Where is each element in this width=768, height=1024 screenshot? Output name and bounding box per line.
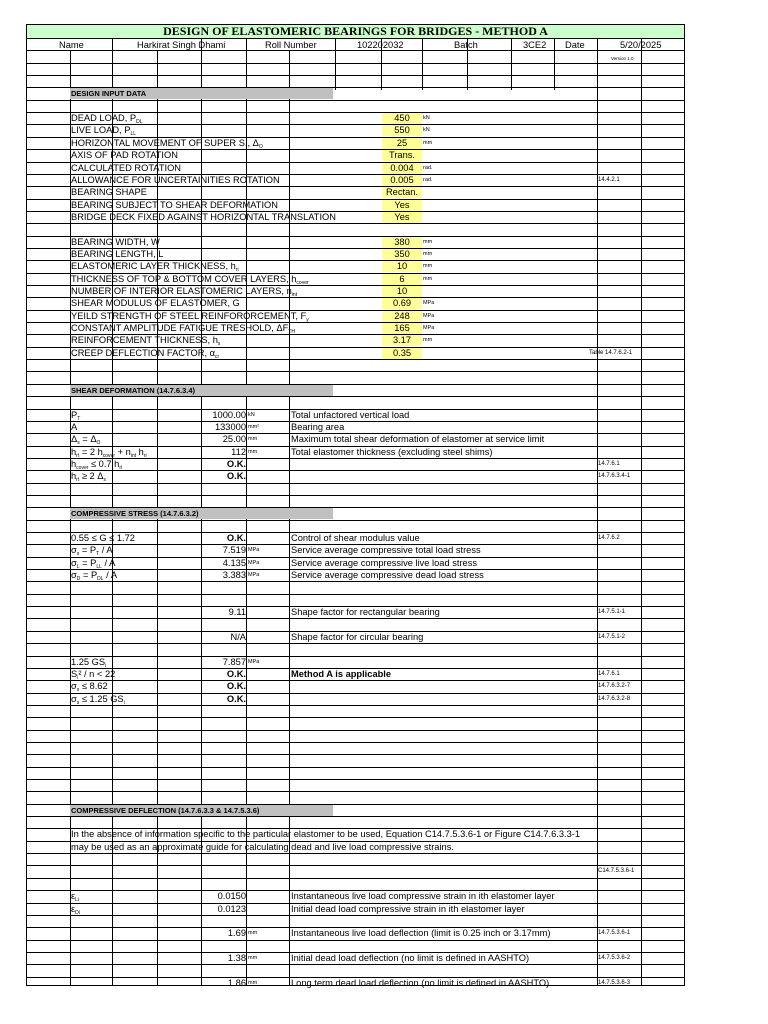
label-text: = P xyxy=(79,545,97,555)
calc-unit: MPa xyxy=(248,547,260,553)
calc-description: Control of shear modulus value xyxy=(291,533,420,543)
calc-value: O.K. xyxy=(226,681,246,691)
label-text: NUMBER OF INTERIOR ELASTOMERIC LAYERS, n xyxy=(71,286,292,296)
row-line xyxy=(27,779,684,780)
shape-factor-circ-value: N/A xyxy=(230,632,246,642)
label-subscript: ri xyxy=(143,453,147,459)
calc-value: 3.383 xyxy=(222,570,246,580)
calc-label xyxy=(71,410,80,421)
row-line xyxy=(27,581,684,582)
input-unit: MPa xyxy=(423,300,435,306)
row-line xyxy=(27,483,684,484)
label-text: P xyxy=(71,410,78,420)
code-reference: 14.7.6.3.2-7 xyxy=(598,683,631,689)
strain-value: 0.0150 xyxy=(217,891,246,901)
date-value: 5/20/2025 xyxy=(620,40,662,50)
label-text: = P xyxy=(79,558,97,568)
calc-description: Total elastomer thickness (excluding steel shims) xyxy=(291,447,493,457)
row-line xyxy=(27,816,684,817)
input-label xyxy=(71,311,309,322)
label-text: AXIS OF PAD ROTATION xyxy=(71,150,178,160)
calc-unit: MPa xyxy=(248,572,260,578)
label-subscript: D xyxy=(76,576,81,582)
label-subscript: Li xyxy=(75,897,80,903)
label-subscript: TH xyxy=(288,329,295,335)
label-text: = 2 h xyxy=(79,447,103,457)
label-text: / A xyxy=(101,558,116,568)
code-reference: 14.7.5.3.6-3 xyxy=(598,980,631,986)
col-line xyxy=(422,50,423,90)
label-subscript: s xyxy=(77,440,80,446)
label-text: = P xyxy=(80,570,98,580)
version-label: Version 1.0 xyxy=(611,56,634,61)
label-subscript: s xyxy=(76,700,80,706)
label-subscript: cover xyxy=(102,453,115,459)
col-line xyxy=(246,38,247,50)
col-line xyxy=(381,38,382,50)
calc-value: 112 xyxy=(231,447,246,457)
label-text: h xyxy=(71,447,77,457)
row-line xyxy=(27,100,684,101)
col-line xyxy=(511,50,512,90)
label-subscript: cr xyxy=(215,354,220,360)
calc-label xyxy=(71,459,122,470)
label-text: SHEAR MODULUS OF ELASTOMER, G xyxy=(71,298,240,308)
code-reference: 14.7.6.1 xyxy=(598,671,620,677)
row-line xyxy=(27,693,684,694)
deflection-value: 1.38 xyxy=(227,953,246,963)
input-value: 380 xyxy=(382,237,422,248)
deflection-description: Initial dead load deflection (no limit is defined in AASHTO) xyxy=(291,953,530,963)
row-line xyxy=(27,75,684,76)
code-reference: 14.4.2.1 xyxy=(598,177,620,183)
col-line xyxy=(381,50,382,90)
input-unit: mm xyxy=(423,337,433,343)
input-unit: mm xyxy=(423,276,433,282)
label-subscript: rt xyxy=(76,477,80,483)
calc-value: O.K. xyxy=(226,694,246,704)
row-line xyxy=(27,50,684,51)
calc-value: 4.135 xyxy=(222,558,246,568)
calc-unit: mm xyxy=(248,449,258,455)
input-value: Rectan. xyxy=(382,187,422,198)
row-line xyxy=(27,791,684,792)
calc-label xyxy=(71,669,115,680)
label-subscript: ri xyxy=(119,465,123,471)
calc-description: Service average compressive live load stress xyxy=(291,558,478,568)
row-line xyxy=(27,359,684,360)
row-line xyxy=(27,680,684,681)
input-unit: mm xyxy=(423,239,433,245)
input-value: 0.69 xyxy=(382,298,422,309)
label-subscript: O xyxy=(258,144,263,150)
row-line xyxy=(27,594,684,595)
deflection-note: In the absence of information specific to the particular elastomer to be used, Equation C14.7.5.3.6-1 or Figure C14.7.6.3.3-1 xyxy=(71,829,581,839)
label-subscript: L xyxy=(76,564,80,570)
input-label xyxy=(71,286,297,297)
calc-description: Method A is applicable xyxy=(291,669,392,679)
label-text: ALLOWANCE FOR UNCERTAINITIES ROTATION xyxy=(71,175,280,185)
calc-value: 133000 xyxy=(214,422,246,432)
label-subscript: Di xyxy=(75,910,80,916)
section-design-input: DESIGN INPUT DATA xyxy=(70,88,333,99)
row-line xyxy=(27,865,684,866)
row-line xyxy=(27,730,684,731)
label-text: BRIDGE DECK FIXED AGAINST HORIZONTAL TRANSLATION xyxy=(71,212,337,222)
calc-label xyxy=(71,657,106,668)
label-text: h xyxy=(136,447,144,457)
code-reference: 14.7.6.3.4-1 xyxy=(598,473,631,479)
code-reference: Table 14.7.6.2-1 xyxy=(589,350,633,356)
shape-factor-circ-description: Shape factor for circular bearing xyxy=(291,632,424,642)
input-label xyxy=(71,335,220,346)
row-line xyxy=(27,915,684,916)
strain-value: 0.0123 xyxy=(217,904,246,914)
deflection-value: 1.86 xyxy=(227,978,246,988)
calc-label xyxy=(71,570,117,581)
deflection-description: Long term dead load deflection (no limit is defined in AASHTO) xyxy=(291,978,550,988)
input-unit: MPa xyxy=(423,313,435,319)
label-text: σ xyxy=(71,558,77,568)
label-text: σ xyxy=(71,545,77,555)
code-reference: 14.7.5.1-2 xyxy=(598,634,626,640)
calc-value: O.K. xyxy=(226,533,246,543)
calc-description: Service average compressive dead load stress xyxy=(291,570,484,580)
input-unit: mm xyxy=(423,251,433,257)
label-text: ELASTOMERIC LAYER THICKNESS, h xyxy=(71,261,236,271)
input-unit: kN xyxy=(423,127,430,133)
input-value: Yes xyxy=(382,212,422,223)
name-label: Name xyxy=(59,40,84,50)
roll-label: Roll Number xyxy=(265,40,317,50)
label-subscript: ri xyxy=(235,267,239,273)
input-value: 0.005 xyxy=(382,175,422,186)
input-label xyxy=(71,323,295,334)
date-label: Date xyxy=(565,40,585,50)
input-label xyxy=(71,163,181,174)
label-text: CREEP DEFLECTION FACTOR, α xyxy=(71,348,215,358)
label-text: σ xyxy=(71,570,77,580)
row-line xyxy=(27,458,684,459)
code-reference: 14.7.6.3.2-8 xyxy=(598,696,631,702)
input-label xyxy=(71,187,147,198)
col-line xyxy=(467,38,468,50)
label-text: 0.55 ≤ G ≤ 1.72 xyxy=(71,533,135,543)
col-line xyxy=(201,38,202,50)
label-subscript: y xyxy=(306,317,309,323)
input-label xyxy=(71,212,336,223)
row-line xyxy=(27,371,684,372)
row-line xyxy=(27,853,684,854)
label-text: REINFORCEMENT THICKNESS, h xyxy=(71,335,218,345)
label-subscript: i xyxy=(77,675,79,681)
label-text: YEILD STRENGTH OF STEEL REINFORORCEMENT, F xyxy=(71,311,307,321)
row-line xyxy=(27,878,684,879)
label-subscript: s xyxy=(217,341,221,347)
input-value: 25 xyxy=(382,138,422,149)
input-value: 6 xyxy=(382,274,422,285)
shape-factor-rect-value: 9.11 xyxy=(228,607,246,617)
input-label xyxy=(71,298,240,309)
label-text: DEAD LOAD, P xyxy=(71,113,137,123)
section-shear-deformation: SHEAR DEFORMATION (14.7.6.3.4) xyxy=(70,385,333,396)
deflection-unit: mm xyxy=(248,980,258,986)
deflection-value: 1.69 xyxy=(227,928,246,938)
calc-label xyxy=(71,545,113,556)
row-line xyxy=(27,940,684,941)
label-text: ≤ 0.7 h xyxy=(88,459,120,469)
col-line xyxy=(467,50,468,90)
code-reference: 14.7.5.3.6-1 xyxy=(598,930,631,936)
input-value: Trans. xyxy=(382,150,422,161)
calc-value: 7.857 xyxy=(222,657,246,667)
deflection-note: may be used as an approximate guide for calculating dead and live load compressive strains. xyxy=(71,842,454,852)
input-label xyxy=(71,175,280,186)
col-line xyxy=(422,38,423,50)
code-reference: 14.7.5.3.6-2 xyxy=(598,955,631,961)
input-unit: mm xyxy=(423,263,433,269)
label-subscript: O xyxy=(96,440,101,446)
label-subscript: T xyxy=(96,551,100,557)
shape-factor-rect-description: Shape factor for rectangular bearing xyxy=(291,607,440,617)
row-line xyxy=(27,520,684,521)
row-line xyxy=(27,470,684,471)
calc-description: Service average compressive total load stress xyxy=(291,545,481,555)
col-line xyxy=(335,50,336,90)
row-line xyxy=(27,396,684,397)
calc-unit: mm xyxy=(248,436,258,442)
label-text: / A xyxy=(99,545,113,555)
label-text: S xyxy=(71,669,78,679)
calc-value: 25.00 xyxy=(222,434,246,444)
label-text: ≥ 2 Δ xyxy=(79,471,104,481)
row-line xyxy=(27,643,684,644)
input-value: 10 xyxy=(382,286,422,297)
input-label xyxy=(71,113,143,124)
calc-value: 7.519 xyxy=(222,545,246,555)
col-line xyxy=(597,50,598,985)
label-text: h xyxy=(71,459,77,469)
label-subscript: s xyxy=(103,477,106,483)
input-label xyxy=(71,249,163,260)
row-line xyxy=(27,717,684,718)
input-unit: rad. xyxy=(423,177,433,183)
row-line xyxy=(27,705,684,706)
label-subscript: cover xyxy=(296,280,309,286)
calc-label xyxy=(71,447,147,458)
input-label xyxy=(71,125,136,136)
calc-label xyxy=(71,694,125,705)
input-unit: MPa xyxy=(423,325,435,331)
col-line xyxy=(554,50,555,90)
strain-label xyxy=(71,891,79,902)
input-value: 10 xyxy=(382,261,422,272)
input-unit: mm xyxy=(423,140,433,146)
col-line xyxy=(335,38,336,50)
label-text: LIVE LOAD, P xyxy=(71,125,131,135)
label-subscript: s xyxy=(76,687,80,693)
deflection-unit: mm xyxy=(248,955,258,961)
calc-label xyxy=(71,558,115,569)
calc-value: 1000.00 xyxy=(212,410,246,420)
label-subscript: LL xyxy=(96,564,102,570)
row-line xyxy=(27,495,684,496)
code-reference: 14.7.6.2 xyxy=(598,535,620,541)
input-label xyxy=(71,274,309,285)
label-text: ≤ 1.25 GS xyxy=(79,694,124,704)
label-text: A xyxy=(71,422,78,432)
calc-unit: mm² xyxy=(248,424,259,430)
label-text: ≤ 8.62 xyxy=(79,681,108,691)
calc-label xyxy=(71,471,106,482)
input-unit: kN xyxy=(423,115,430,121)
input-label xyxy=(71,200,278,211)
label-text: BEARING SHAPE xyxy=(71,187,147,197)
input-label xyxy=(71,348,219,359)
col-line xyxy=(597,38,598,50)
row-line xyxy=(27,767,684,768)
label-subscript: int xyxy=(291,292,298,298)
label-subscript: int xyxy=(130,453,137,459)
calc-label xyxy=(71,434,100,445)
input-value: 248 xyxy=(382,311,422,322)
code-reference: 14.7.5.1-1 xyxy=(598,609,626,615)
label-subscript: DL xyxy=(97,576,104,582)
input-label xyxy=(71,138,263,149)
batch-label: Batch xyxy=(454,40,478,50)
label-text: + n xyxy=(115,447,131,457)
calc-value: O.K. xyxy=(226,669,246,679)
row-line xyxy=(27,38,684,39)
label-text: BEARING LENGTH, L xyxy=(71,249,164,259)
calc-label xyxy=(71,533,135,544)
name-value: Harkirat Singh Dhami xyxy=(137,40,226,50)
calc-label xyxy=(71,681,108,692)
input-value: 550 xyxy=(382,125,422,136)
label-text: = Δ xyxy=(79,434,97,444)
label-text: 1.25 GS xyxy=(71,657,106,667)
input-value: 0.35 xyxy=(382,348,422,359)
label-subscript: cover xyxy=(76,465,89,471)
label-text: BEARING SUBJECT TO SHEAR DEFORMATION xyxy=(71,200,278,210)
label-subscript: DL xyxy=(136,119,143,125)
calc-unit: MPa xyxy=(248,659,260,665)
input-value: 0.004 xyxy=(382,163,422,174)
label-text: h xyxy=(71,471,77,481)
input-label xyxy=(71,261,239,272)
label-text: / A xyxy=(103,570,118,580)
calc-label xyxy=(71,422,77,433)
sheet-title: DESIGN OF ELASTOMERIC BEARINGS FOR BRIDGES - METHOD A xyxy=(27,25,684,38)
label-text: Δ xyxy=(71,434,78,444)
calc-description: Maximum total shear deformation of elastomer at service limit xyxy=(291,434,545,444)
strain-description: Instantaneous live load compressive strain in ith elastomer layer xyxy=(291,891,555,901)
deflection-unit: mm xyxy=(248,930,258,936)
label-text: ε xyxy=(71,891,76,901)
input-label xyxy=(71,237,160,248)
calc-description: Bearing area xyxy=(291,422,345,432)
code-reference: 14.7.6.1 xyxy=(598,461,620,467)
row-line xyxy=(27,618,684,619)
label-text: CONSTANT AMPLITUDE FATIGUE TRESHOLD, ΔF xyxy=(71,323,289,333)
label-subscript: s xyxy=(76,551,80,557)
label-text: σ xyxy=(71,694,77,704)
col-line xyxy=(112,38,113,50)
batch-value: 3CE2 xyxy=(523,40,547,50)
label-text: HORIZONTAL MOVEMENT OF SUPER S., Δ xyxy=(71,138,259,148)
label-subscript: LL xyxy=(130,131,136,137)
row-line xyxy=(27,223,684,224)
row-line xyxy=(27,754,684,755)
calc-value: O.K. xyxy=(226,471,246,481)
label-text: THICKNESS OF TOP & BOTTOM COVER LAYERS, h xyxy=(71,274,297,284)
calc-description: Total unfactored vertical load xyxy=(291,410,410,420)
input-unit: rad. xyxy=(423,165,433,171)
label-text: ² / n < 22 xyxy=(78,669,116,679)
section-compressive-stress: COMPRESSIVE STRESS (14.7.6.3.2) xyxy=(70,508,333,519)
label-text: BEARING WIDTH, W xyxy=(71,237,160,247)
calc-unit: MPa xyxy=(248,560,260,566)
deflection-description: Instantaneous live load deflection (limit is 0.25 inch or 3.17mm) xyxy=(291,928,551,938)
input-value: 450 xyxy=(382,113,422,124)
input-value: 350 xyxy=(382,249,422,260)
label-subscript: rt xyxy=(76,453,80,459)
input-value: 3.17 xyxy=(382,335,422,346)
spreadsheet xyxy=(26,24,685,986)
label-subscript: T xyxy=(77,416,81,422)
label-subscript: i xyxy=(123,700,125,706)
row-line xyxy=(27,742,684,743)
row-line xyxy=(27,63,684,64)
row-line xyxy=(27,656,684,657)
label-text: σ xyxy=(71,681,77,691)
input-value: Yes xyxy=(382,200,422,211)
strain-description: Initial dead load compressive strain in ith elastomer layer xyxy=(291,904,525,914)
section-compressive-deflection: COMPRESSIVE DEFLECTION (14.7.6.3.3 & 14.7.5.3.6) xyxy=(70,805,333,816)
calc-unit: kN xyxy=(248,412,255,418)
input-value: 165 xyxy=(382,323,422,334)
col-line xyxy=(641,38,642,50)
roll-value: 102202032 xyxy=(357,40,404,50)
col-line xyxy=(554,38,555,50)
col-line xyxy=(511,38,512,50)
row-line xyxy=(27,421,684,422)
label-text: ε xyxy=(71,904,76,914)
code-reference: C14.7.5.3.6-1 xyxy=(598,868,635,874)
label-subscript: i xyxy=(105,663,107,669)
col-line xyxy=(641,50,642,985)
calc-value: O.K. xyxy=(226,459,246,469)
label-text: CALCULATED ROTATION xyxy=(71,163,182,173)
row-line xyxy=(27,964,684,965)
input-label xyxy=(71,150,178,161)
strain-label xyxy=(71,904,80,915)
